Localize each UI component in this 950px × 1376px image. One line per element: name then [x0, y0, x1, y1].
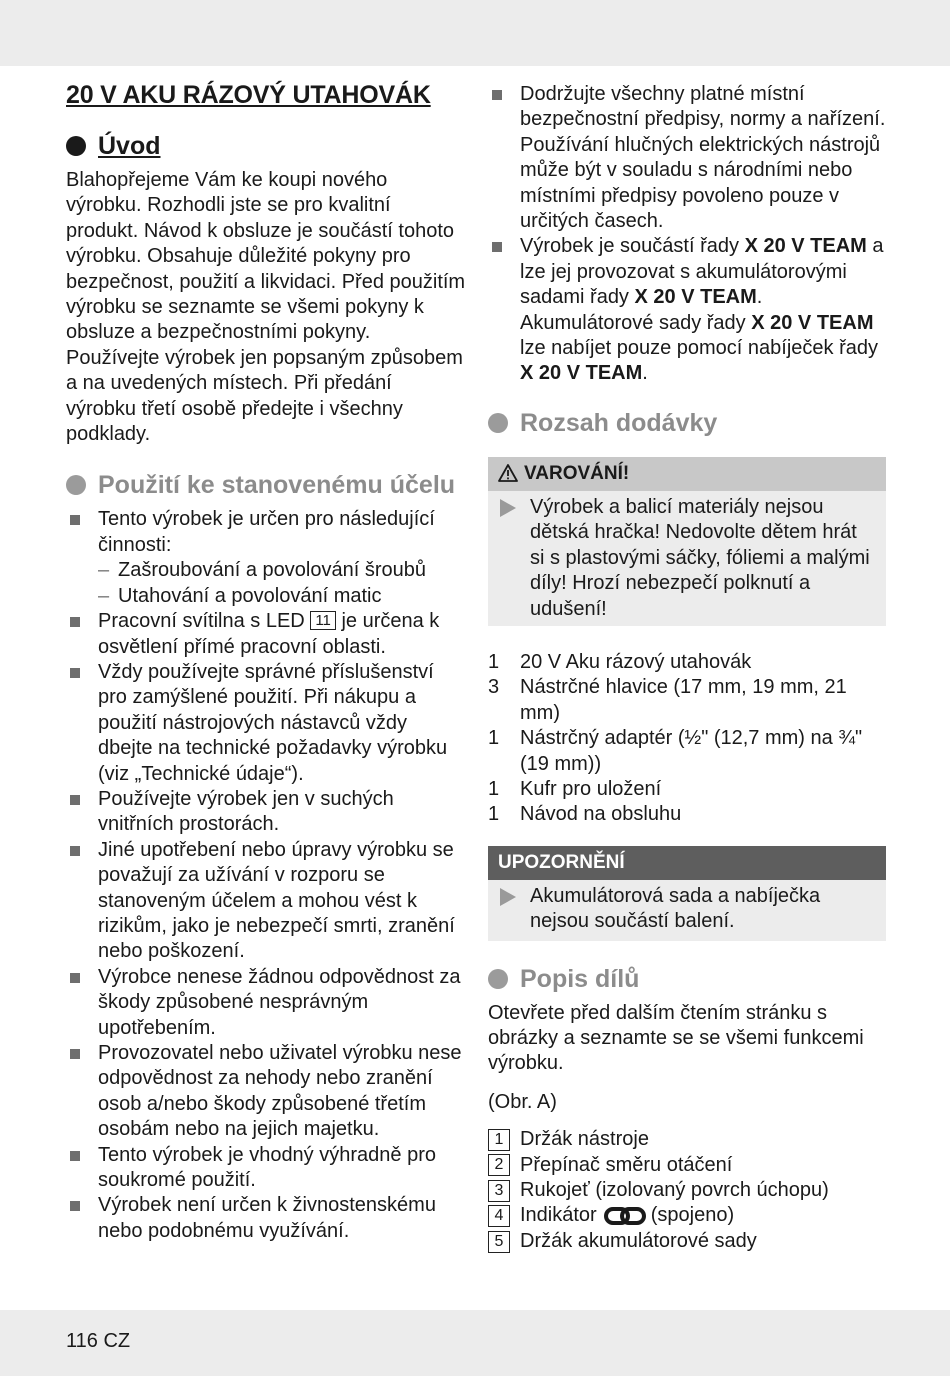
part-label: Držák akumulátorové sady [520, 1229, 757, 1252]
list-item-text: a lze jej provozovat s akumulátorovými sadami řady [520, 235, 884, 309]
sublist-item [98, 558, 466, 583]
list-item-text: . [642, 362, 648, 385]
delivery-item [488, 675, 886, 726]
note-body [488, 880, 886, 941]
parts-item [488, 1127, 886, 1152]
list-item-text: je určena k osvětlení přímé pracovní oblasti. [98, 610, 440, 658]
square-bullet-icon [70, 617, 80, 627]
top-band [0, 0, 950, 66]
part-label: Rukojeť (izolovaný povrch úchopu) [520, 1179, 829, 1201]
warning-triangle-icon [498, 464, 518, 482]
list-item [66, 609, 466, 660]
right-column [488, 80, 886, 1254]
note-header: UPOZORNĚNÍ [488, 846, 886, 880]
list-item-text: Vždy používejte správné příslušenství pro zamýšlené použití. Při nákupu a použití nástrojových nástavců vždy dbejte na technické požadavky výrobku (viz „Technické údaje“). [98, 660, 448, 785]
sublist-item [98, 584, 466, 609]
square-bullet-icon [70, 515, 80, 525]
list-item-text: Tento výrobek je vhodný výhradně pro soukromé použití. [98, 1143, 436, 1192]
item-quantity: 3 [488, 676, 500, 699]
part-label: Držák nástroje [520, 1128, 649, 1151]
regulations-list [488, 82, 886, 387]
part-number: 2 [488, 1154, 510, 1176]
square-bullet-icon [70, 1201, 80, 1211]
list-item [66, 660, 466, 787]
sublist-item-text: Utahování a povolování matic [118, 584, 382, 607]
team-series-name: X 20 V TEAM [634, 286, 757, 309]
arrow-right-icon [500, 888, 516, 906]
section-bullet-icon [66, 475, 86, 495]
part-number: 3 [488, 1180, 510, 1202]
parts-item [488, 1153, 886, 1178]
sublist-item-text: Zašroubování a povolování šroubů [118, 559, 426, 582]
arrow-right-icon [500, 499, 516, 517]
list-item [66, 965, 466, 1041]
list-item [66, 1143, 466, 1194]
list-item-text: Výrobce nenese žádnou odpovědnost za škody způsobené nesprávným upotřebením. [98, 965, 461, 1039]
page-number: 116 CZ [66, 1330, 131, 1352]
part-label: Přepínač směru otáčení [520, 1153, 733, 1176]
list-item-text: Tento výrobek je určen pro následující činnosti: [98, 508, 435, 556]
delivery-item [488, 777, 886, 802]
square-bullet-icon [70, 1049, 80, 1059]
intended-use-heading-text: Použití ke stanovenému účelu [98, 471, 456, 500]
list-item [66, 507, 466, 609]
part-label-suffix: (spojeno) [650, 1204, 735, 1227]
square-bullet-icon [70, 846, 80, 856]
square-bullet-icon [70, 668, 80, 678]
square-bullet-icon [492, 242, 502, 252]
item-name: Návod na obsluhu [520, 803, 682, 826]
section-bullet-icon [488, 413, 508, 433]
list-item [488, 234, 886, 386]
intro-heading-text: Úvod [98, 132, 161, 160]
part-number: 4 [488, 1205, 510, 1227]
warning-title: VAROVÁNÍ! [524, 462, 630, 484]
intro-text: Blahopřejeme Vám ke koupi nového výrobku. Rozhodli jste se pro kvalitní produkt. Návod k obsluze je součástí tohoto výrobku. Obsahuje důležité pokyny pro bezpečnost, použití a likvidaci. Před použitím výrobku se seznamte se všemi pokyny k obsluze a bezpečnostními pokyny. Používejte výrobek jen popsaným způsobem a na uvedených místech. Při předání výrobku třetí osobě předejte i všechny podklady. [66, 169, 466, 446]
delivery-item [488, 726, 886, 777]
warning-header [488, 457, 886, 491]
square-bullet-icon [70, 1151, 80, 1161]
dash-icon: – [98, 559, 110, 582]
section-bullet-icon [488, 969, 508, 989]
page-footer [0, 1310, 950, 1376]
parts-item [488, 1229, 886, 1254]
parts-item [488, 1178, 886, 1203]
square-bullet-icon [70, 973, 80, 983]
list-item-text: Výrobek není určen k živnostenskému nebo podobnému využívání. [98, 1194, 436, 1242]
item-quantity: 1 [488, 803, 500, 826]
warning-text: Výrobek a balicí materiály nejsou dětská hračka! Nedovolte dětem hrát si s plastovými sáčky, fóliemi a malými díly! Hrozí nebezpečí polknutí a udušení! [530, 495, 870, 620]
item-quantity: 1 [488, 650, 500, 673]
list-item [66, 1041, 466, 1143]
list-item-text: Výrobek je součástí řady [520, 235, 739, 258]
list-item-text: Dodržujte všechny platné místní bezpečnostní předpisy, normy a nařízení. Používání hlučných elektrických nástrojů může být v souladu s národními nebo místními předpisy povoleno pouze v určitých časech. [520, 83, 886, 233]
list-item-text: Provozovatel nebo uživatel výrobku nese odpovědnost za nehody nebo zranění osob a/nebo škody způsobené třetím osobám nebo na jejich majetku. [98, 1042, 462, 1141]
square-bullet-icon [70, 795, 80, 805]
list-item [66, 1193, 466, 1244]
section-bullet-icon [66, 136, 86, 156]
delivery-item [488, 650, 886, 675]
item-name: 20 V Aku rázový utahovák [520, 650, 752, 673]
list-item-text: Používejte výrobek jen v suchých vnitřních prostorách. [98, 787, 394, 836]
team-series-name: X 20 V TEAM [520, 362, 643, 385]
scope-heading-text: Rozsah dodávky [520, 408, 718, 437]
warning-row [498, 495, 876, 622]
item-name: Kufr pro uložení [520, 777, 662, 800]
list-item [66, 787, 466, 838]
figure-reference: (Obr. A) [488, 1090, 557, 1113]
list-item-text: lze nabíjet pouze pomocí nabíječek řady [520, 337, 878, 360]
activity-sublist [98, 558, 466, 609]
parts-heading-text: Popis dílů [520, 964, 640, 993]
team-series-name: X 20 V TEAM [751, 311, 874, 334]
parts-heading [488, 963, 886, 995]
parts-item [488, 1203, 886, 1228]
list-item [66, 838, 466, 965]
left-column [66, 80, 466, 1244]
page-title: 20 V AKU RÁZOVÝ UTAHOVÁK [66, 81, 431, 109]
item-name: Nástrčný adaptér (½" (12,7 mm) na ¾" (19 mm)) [520, 727, 863, 775]
intro-heading [66, 130, 466, 162]
part-number: 1 [488, 1129, 510, 1151]
note-text: Akumulátorová sada a nabíječka nejsou součástí balení. [530, 884, 821, 933]
part-label: Indikátor [520, 1204, 597, 1227]
list-item-text: . Akumulátorové sady řady [520, 286, 763, 334]
link-icon [603, 1205, 647, 1227]
delivery-item [488, 802, 886, 827]
list-item [488, 82, 886, 234]
part-number: 5 [488, 1231, 510, 1253]
list-item-text: Pracovní svítilna s LED [98, 610, 305, 633]
parts-intro-text: Otevřete před dalším čtením stránku s obrázky a seznamte se se všemi funkcemi výrobku. [488, 1001, 864, 1075]
intended-use-list [66, 507, 466, 1244]
warning-box [488, 457, 886, 626]
parts-list [488, 1127, 886, 1254]
dash-icon: – [98, 584, 110, 607]
delivery-list [488, 650, 886, 828]
note-row [498, 884, 876, 935]
list-item-text: Jiné upotřebení nebo úpravy výrobku se považují za užívání v rozporu se stanoveným účelem a mohou vést k rizikům, jako je nebezpečí smrti, zranění nebo poškození. [98, 838, 455, 963]
warning-body [488, 491, 886, 626]
scope-heading [488, 407, 886, 439]
square-bullet-icon [492, 90, 502, 100]
intended-use-heading [66, 469, 466, 501]
item-quantity: 1 [488, 777, 500, 800]
item-quantity: 1 [488, 727, 500, 750]
part-reference-number: 11 [310, 611, 336, 630]
item-name: Nástrčné hlavice (17 mm, 19 mm, 21 mm) [520, 676, 847, 724]
note-box [488, 846, 886, 941]
team-series-name: X 20 V TEAM [744, 235, 867, 258]
